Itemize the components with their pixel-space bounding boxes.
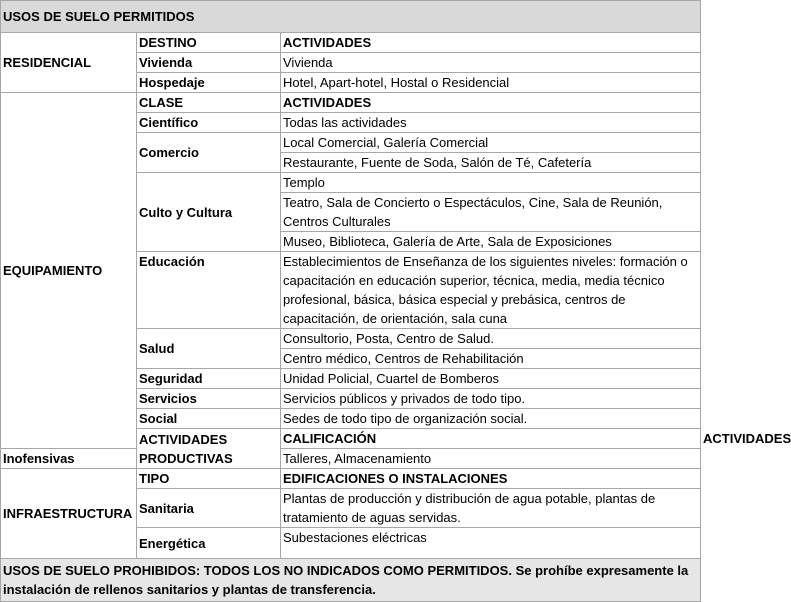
category-actividades-productivas <box>137 429 281 469</box>
activities-seguridad: Unidad Policial, Cuartel de Bomberos <box>281 369 701 389</box>
type-sanitaria: Sanitaria <box>137 489 281 528</box>
activities-servicios: Servicios públicos y privados de todo tipo. <box>281 389 701 409</box>
activities-vivienda: Vivienda <box>281 53 701 73</box>
type-hospedaje: Hospedaje <box>137 73 281 93</box>
col-header-actividades: ACTIVIDADES <box>281 93 701 113</box>
col-header-edificaciones: EDIFICACIONES O INSTALACIONES <box>281 469 701 489</box>
activities-comercio-1: Local Comercial, Galería Comercial <box>281 133 701 153</box>
activities-salud-2: Centro médico, Centros de Rehabilitación <box>281 349 701 369</box>
col-header-tipo: TIPO <box>137 469 281 489</box>
activities-salud-1: Consultorio, Posta, Centro de Salud. <box>281 329 701 349</box>
col-header-calificacion: CALIFICACIÓN <box>281 429 701 449</box>
table-title: USOS DE SUELO PERMITIDOS <box>1 1 701 33</box>
activities-culto-1: Templo <box>281 173 701 193</box>
activities-educacion: Establecimientos de Enseñanza de los siguientes niveles: formación o capacitación en educación superior, técnica, media, media técnico profesional, básica, básica especial y prebásica, centros de capacitación, de orientación, sala cuna <box>281 252 701 329</box>
activities-comercio-2: Restaurante, Fuente de Soda, Salón de Té, Cafetería <box>281 153 701 173</box>
category-productivas-line2: PRODUCTIVAS <box>139 450 233 466</box>
category-residencial: RESIDENCIAL <box>1 33 137 93</box>
type-culto-cultura: Culto y Cultura <box>137 173 281 252</box>
activities-social: Sedes de todo tipo de organización social. <box>281 409 701 429</box>
col-header-destino: DESTINO <box>137 33 281 53</box>
type-vivienda: Vivienda <box>137 53 281 73</box>
type-salud: Salud <box>137 329 281 369</box>
activities-culto-2: Teatro, Sala de Concierto o Espectáculos, Cine, Sala de Reunión, Centros Culturales <box>281 193 701 232</box>
activities-hospedaje: Hotel, Apart-hotel, Hostal o Residencial <box>281 73 701 93</box>
activities-inofensivas: Talleres, Almacenamiento <box>281 449 701 469</box>
type-comercio: Comercio <box>137 133 281 173</box>
type-cientifico: Científico <box>137 113 281 133</box>
col-header-clase: CLASE <box>137 93 281 113</box>
activities-culto-3: Museo, Biblioteca, Galería de Arte, Sala de Exposiciones <box>281 232 701 252</box>
category-equipamiento: EQUIPAMIENTO <box>1 93 137 449</box>
activities-sanitaria: Plantas de producción y distribución de agua potable, plantas de tratamiento de aguas servidas. <box>281 489 701 528</box>
activities-energetica: Subestaciones eléctricas <box>281 528 701 559</box>
type-energetica: Energética <box>137 528 281 559</box>
prohibited-uses-note: USOS DE SUELO PROHIBIDOS: TODOS LOS NO INDICADOS COMO PERMITIDOS. Se prohíbe expresamente la instalación de rellenos sanitarios y plantas de transferencia. <box>1 559 701 602</box>
type-seguridad: Seguridad <box>137 369 281 389</box>
activities-cientifico: Todas las actividades <box>281 113 701 133</box>
type-inofensivas: Inofensivas <box>1 449 137 469</box>
type-servicios: Servicios <box>137 389 281 409</box>
type-educacion: Educación <box>137 252 281 329</box>
land-use-table: USOS DE SUELO PERMITIDOS RESIDENCIAL DESTINO ACTIVIDADES Vivienda Vivienda Hospedaje Hotel, Apart-hotel, Hostal o Residencial EQUIPAMIENTO CLASE ACTIVIDADES Científico Todas las actividades Comercio Local Comercial, Galería Comercial Restaurante, Fuente de Soda, Salón de Té, Cafetería Culto y Cultura Templo Teatro, Sala de Concierto o Espectáculos, Cine, Sala de Reunión, Centros Culturales Museo, Biblioteca, Galería de Arte, Sala de Exposiciones Educación Establecimientos de Enseñanza de los siguientes niveles: formación o capacitación en educación superior, técnica, media, media técnico profesional, básica, básica especial y prebásica, centros de capacitación, de orientación, sala cuna Salud Consultorio, Posta, Centro de Salud. Centro médico, Centros de Rehabilitación Seguridad Unidad Policial, Cuartel de Bomberos Servicios Servicios públicos y privados de todo tipo. Social Sedes de todo tipo de organización social. ACTIVIDADES PRODUCTIVAS CALIFICACIÓN ACTIVIDADES Inofensivas Talleres, Almacenamiento INFRAESTRUCTURA TIPO EDIFICACIONES O INSTALACIONES Sanitaria Plantas de producción y distribución de agua potable, plantas de tratamiento de aguas servidas. Energética Subestaciones eléctricas USOS DE SUELO PROHIBIDOS: TODOS LOS NO INDICADOS COMO PERMITIDOS. Se prohíbe expresamente la instalación de rellenos sanitarios y plantas de transferencia. <box>0 0 701 602</box>
type-social: Social <box>137 409 281 429</box>
category-infraestructura: INFRAESTRUCTURA <box>1 469 137 559</box>
category-productivas-line1: ACTIVIDADES <box>139 431 228 447</box>
col-header-actividades: ACTIVIDADES <box>281 33 701 53</box>
